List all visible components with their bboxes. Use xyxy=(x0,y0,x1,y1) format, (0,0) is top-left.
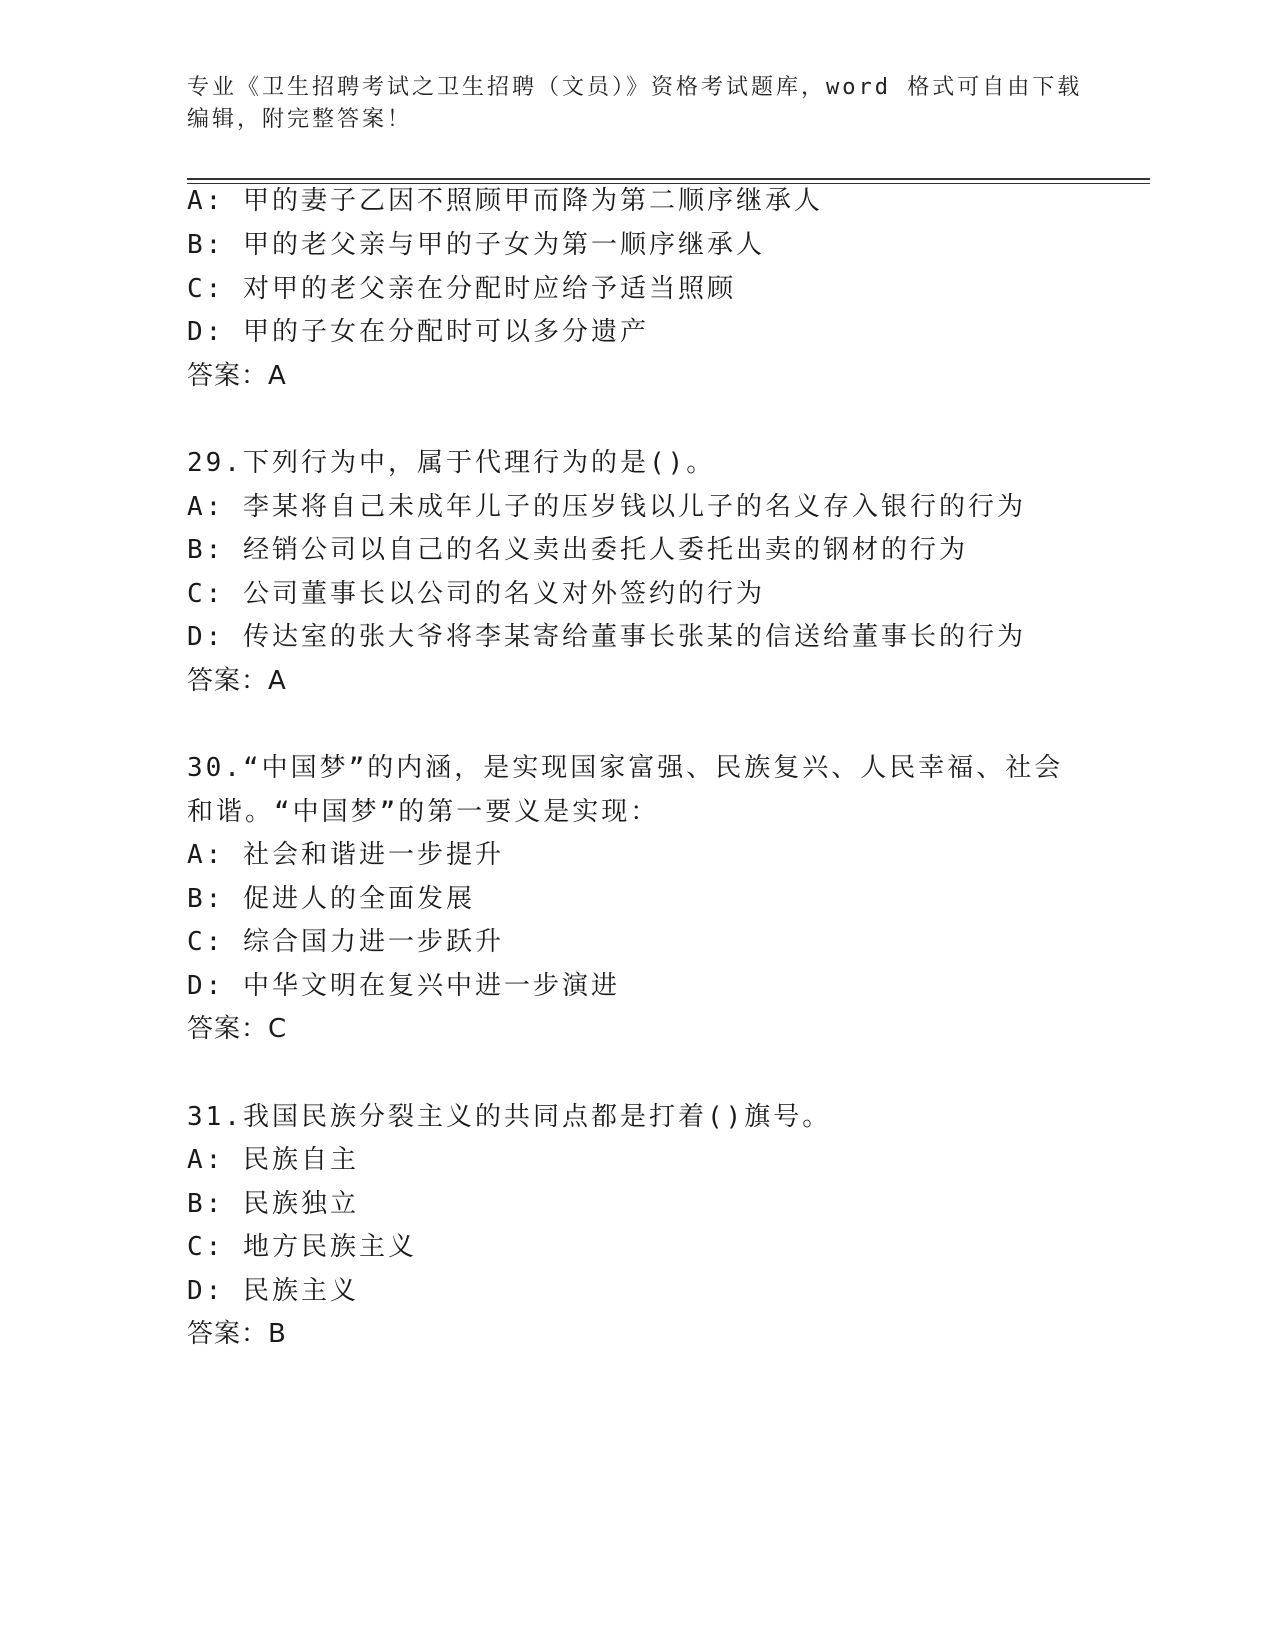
q30-option-c: C: 综合国力进一步跃升 xyxy=(187,927,504,957)
q31-option-a: A: 民族自主 xyxy=(187,1145,359,1175)
q29-option-c: C: 公司董事长以公司的名义对外签约的行为 xyxy=(187,579,765,609)
q28-option-d: D: 甲的子女在分配时可以多分遗产 xyxy=(187,317,649,347)
q30-stem-line-1: 30.“中国梦”的内涵，是实现国家富强、民族复兴、人民幸福、社会 xyxy=(187,753,1064,783)
q30-option-b: B: 促进人的全面发展 xyxy=(187,884,475,914)
q29-stem: 29.下列行为中，属于代理行为的是()。 xyxy=(187,448,716,478)
q28-option-b: B: 甲的老父亲与甲的子女为第一顺序继承人 xyxy=(187,230,765,260)
q31-option-c: C: 地方民族主义 xyxy=(187,1232,417,1262)
q30-stem-line-2: 和谐。“中国梦”的第一要义是实现： xyxy=(187,797,660,827)
header-line-2: 编辑，附完整答案！ xyxy=(187,107,413,132)
q30-option-d: D: 中华文明在复兴中进一步演进 xyxy=(187,971,620,1001)
q30-option-a: A: 社会和谐进一步提升 xyxy=(187,840,504,870)
q30-answer: 答案：C xyxy=(187,1014,288,1044)
q28-option-a: A: 甲的妻子乙因不照顾甲而降为第二顺序继承人 xyxy=(187,186,823,216)
q29-option-d: D: 传达室的张大爷将李某寄给董事长张某的信送给董事长的行为 xyxy=(187,622,1026,652)
q29-answer: 答案：A xyxy=(187,666,287,696)
header-line-1: 专业《卫生招聘考试之卫生招聘（文员）》资格考试题库，word 格式可自由下载 xyxy=(187,75,1083,100)
document-header xyxy=(187,72,1087,136)
q29-option-b: B: 经销公司以自己的名义卖出委托人委托出卖的钢材的行为 xyxy=(187,535,968,565)
q31-stem: 31.我国民族分裂主义的共同点都是打着()旗号。 xyxy=(187,1102,832,1132)
q31-answer: 答案：B xyxy=(187,1319,287,1349)
q28-answer: 答案：A xyxy=(187,361,287,391)
q28-option-c: C: 对甲的老父亲在分配时应给予适当照顾 xyxy=(187,274,736,304)
q29-option-a: A: 李某将自己未成年儿子的压岁钱以儿子的名义存入银行的行为 xyxy=(187,492,1026,522)
q31-option-b: B: 民族独立 xyxy=(187,1189,359,1219)
q31-option-d: D: 民族主义 xyxy=(187,1276,359,1306)
